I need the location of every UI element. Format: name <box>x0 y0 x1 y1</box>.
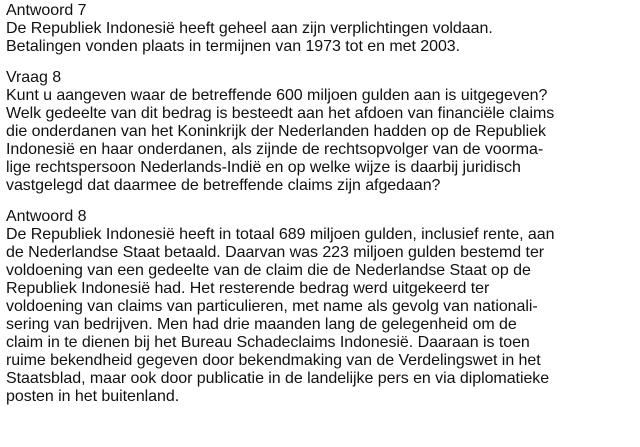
question-8-line: lige rechtspersoon Nederlands-Indië en op welke wijze is daarbij juridisch <box>6 159 521 176</box>
answer-8-line: De Republiek Indonesië heeft in totaal 689 miljoen gulden, inclusief rente, aan <box>6 226 555 243</box>
answer-7-line: Betalingen vonden plaats in termijnen van 1973 tot en met 2003. <box>6 38 461 55</box>
question-8-line: Kunt u aangeven waar de betreffende 600 miljoen gulden aan is uitgegeven? <box>6 87 548 104</box>
answer-8-line: voldoening van een gedeelte van de claim die de Nederlandse Staat op de <box>6 262 531 279</box>
question-8-section <box>6 69 634 195</box>
question-8-line: Welk gedeelte van dit bedrag is besteedt aan het afdoen van financiële claims <box>6 105 555 122</box>
answer-7-heading: Antwoord 7 <box>6 2 87 19</box>
answer-8-line: claim in te dienen bij het Bureau Schadeclaims Indonesië. Daaraan is toen <box>6 334 530 351</box>
answer-8-line: voldoening van claims van particulieren, met name als gevolg van nationali- <box>6 298 538 315</box>
section-spacer <box>6 195 634 208</box>
answer-8-line: sering van bedrijven. Men had drie maanden lang de gelegenheid om de <box>6 316 517 333</box>
answer-7-section <box>6 2 634 56</box>
answer-8-line: de Nederlandse Staat betaald. Daarvan was 223 miljoen gulden bestemd ter <box>6 244 545 261</box>
answer-7-line: De Republiek Indonesië heeft geheel aan zijn verplichtingen voldaan. <box>6 20 493 37</box>
question-8-line: die onderdanen van het Koninkrijk der Nederlanden hadden op de Republiek <box>6 123 546 140</box>
answer-8-line: posten in het buitenland. <box>6 388 180 405</box>
answer-8-section <box>6 208 634 406</box>
answer-8-line: Republiek Indonesië had. Het resterende bedrag werd uitgekeerd ter <box>6 280 490 297</box>
answer-8-line: ruime bekendheid gegeven door bekendmaking van de Verdelingswet in het <box>6 352 541 369</box>
answer-8-heading: Antwoord 8 <box>6 208 87 225</box>
question-8-line: vastgelegd dat daarmee de betreffende claims zijn afgedaan? <box>6 177 441 194</box>
answer-8-line: Staatsblad, maar ook door publicatie in de landelijke pers en via diplomatieke <box>6 370 550 387</box>
question-8-heading: Vraag 8 <box>6 69 62 86</box>
question-8-line: Indonesië en haar onderdanen, als zijnde de rechtsopvolger van de voorma- <box>6 141 544 158</box>
section-spacer <box>6 56 634 69</box>
document-page <box>0 2 640 447</box>
